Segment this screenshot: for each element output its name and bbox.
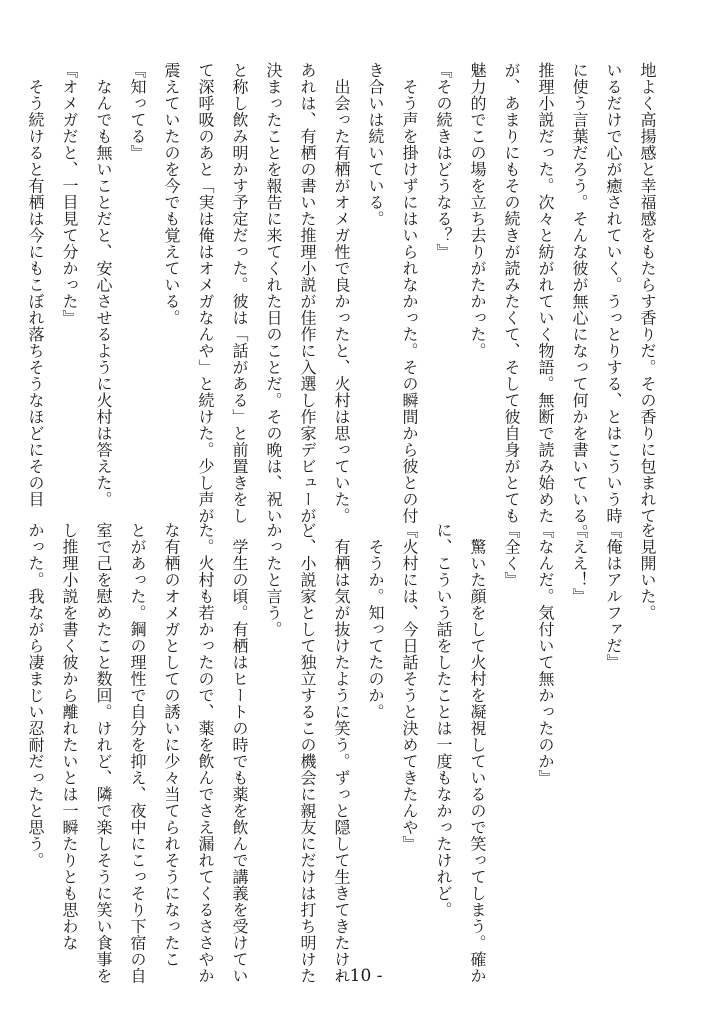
text-line: た。火村も若かったので、薬を飲んでさえ漏れてくるささやか (196, 522, 215, 984)
text-line: ど、小説家として独立するこの機会に親友にだけは打ち明けた (298, 522, 317, 984)
text-line: き合いは続いている。 (366, 62, 385, 227)
text-line: 出会った有栖がオメガ性で良かったと、火村は思っていた。 (332, 62, 351, 524)
text-line: を見開いた。 (638, 522, 657, 621)
text-line: かった。我ながら凄まじい忍耐だったと思う。 (26, 522, 45, 869)
page-number: - 10 - (338, 966, 383, 986)
text-line: が、あまりにもその続きが読みたくて、そして彼自身がとても (502, 62, 521, 524)
text-block-upper (26, 62, 664, 541)
text-line: に使う言葉だろう。そんな彼が無心になって何かを書いている。 (570, 62, 589, 541)
text-line: 『全く』 (502, 522, 521, 588)
text-line: に、こういう話をしたことは一度もなかったけれど。 (434, 522, 453, 918)
text-line: し推理小説を書く彼から離れたいとは一瞬たりとも思わな (60, 522, 79, 951)
text-line: 学生の頃。有栖はヒートの時でも薬を飲んで講義を受けてい (230, 522, 249, 984)
text-line: 地よく高揚感と幸福感をもたらす香りだ。その香りに包まれて (638, 62, 657, 524)
text-line: かったと言う。 (264, 522, 283, 638)
text-line: 『オメガだと、一目見て分かった』 (60, 62, 79, 326)
text-line: 震えていたのを今でも覚えている。 (162, 62, 181, 326)
text-line: 魅力的でこの場を立ち去りがたかった。 (468, 62, 487, 359)
text-line: 決まったことを報告に来てくれた日のことだ。その晩は、祝い (264, 62, 283, 524)
text-line: そう声を掛けずにはいられなかった。その瞬間から彼との付 (400, 62, 419, 524)
text-line: 驚いた顔をして火村を凝視しているので笑ってしまう。確か (468, 522, 487, 984)
text-line: いるだけで心が癒されていく。うっとりする、とはこういう時 (604, 62, 623, 524)
text-line: なんでも無いことだと、安心させるように火村は答えた。 (94, 62, 113, 508)
text-line: な有栖のオメガとしての誘いに少々当てられそうになったこ (162, 522, 181, 968)
text-line: 有栖は気が抜けたように笑う。ずっと隠して生きてきたけれ (332, 522, 351, 984)
text-line: て深呼吸のあと「実は俺はオメガなんや」と続けた。少し声が (196, 62, 215, 524)
text-line: 推理小説だった。次々と紡がれていく物語。無断で読み始めた (536, 62, 555, 524)
text-line: 『なんだ。気付いて無かったのか』 (536, 522, 555, 786)
text-line: 室で己を慰めたこと数回。けれど、隣で楽しそうに笑い食事を (94, 522, 113, 984)
text-line: 『知ってる』 (128, 62, 147, 161)
text-line: とがあった。鋼の理性で自分を抑え、夜中にこっそり下宿の自 (128, 522, 147, 984)
text-line: と称し飲み明かす予定だった。彼は「話がある」と前置きをし (230, 62, 249, 524)
text-line: 『その続きはどうなる？』 (434, 62, 453, 260)
text-line: そう続けると有栖は今にもこぼれ落ちそうなほどにその目 (26, 62, 45, 508)
text-line: あれは、有栖の書いた推理小説が佳作に入選し作家デビューが (298, 62, 317, 524)
text-line: そうか。知ってたのか。 (366, 522, 385, 720)
text-line: 『火村には、今日話そうと決めてきたんや』 (400, 522, 419, 852)
text-line: 『ええ！』 (570, 522, 589, 605)
text-line: 『俺はアルファだ』 (604, 522, 623, 671)
